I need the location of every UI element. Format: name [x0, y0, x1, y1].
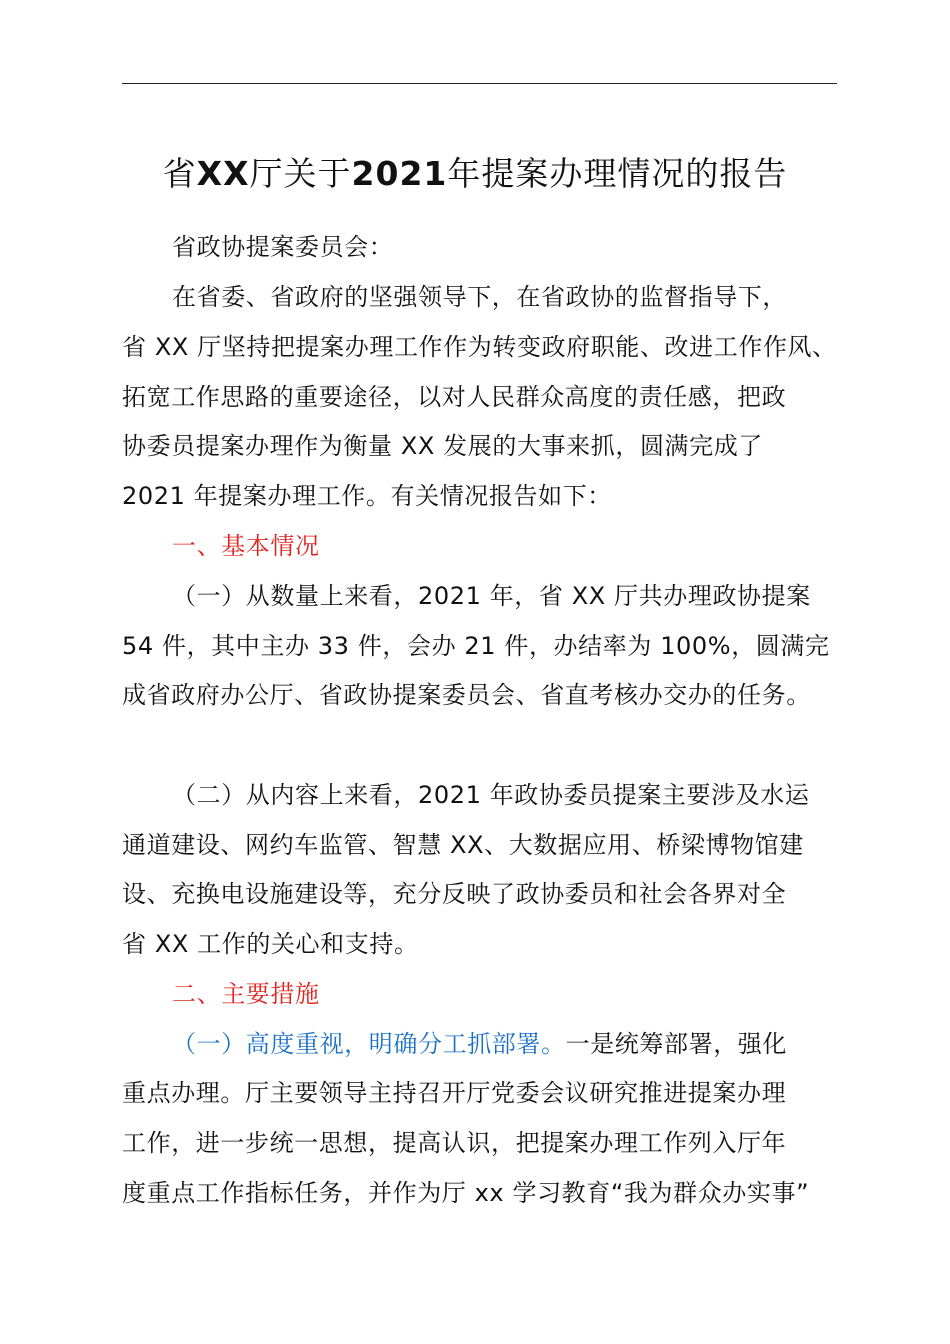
- section-1-para-1-line-3: 成省政府办公厅、省政协提案委员会、省直考核办交办的任务。: [122, 681, 811, 709]
- intro-line-4: 协委员提案办理作为衡量 XX 发展的大事来抓，圆满完成了: [122, 432, 763, 460]
- section-2-heading: 二、主要措施: [172, 980, 320, 1008]
- section-1-para-2-line-1: （二）从内容上来看，2021 年政协委员提案主要涉及水运: [172, 781, 810, 809]
- title-part-3: 厅关于: [249, 154, 352, 193]
- section-2-sub-1-line-2: 重点办理。厅主要领导主持召开厅党委会议研究推进提案办理: [122, 1079, 787, 1107]
- section-2-sub-1-line-1: [172, 1019, 787, 1069]
- section-1-para-1-line-1: （一）从数量上来看，2021 年，省 XX 厅共办理政协提案: [172, 582, 811, 610]
- section-1-para-2-line-4: 省 XX 工作的关心和支持。: [122, 930, 419, 958]
- title-part-1: 省: [162, 154, 197, 193]
- section-2-sub-1-first-text: 一是统筹部署，强化: [565, 1030, 788, 1058]
- section-1-heading: 一、基本情况: [172, 532, 320, 560]
- section-2-sub-1-heading: （一）高度重视，明确分工抓部署。: [172, 1030, 566, 1058]
- title-part-2: XX: [196, 154, 250, 193]
- intro-line-1: 在省委、省政府的坚强领导下，在省政协的监督指导下，: [172, 283, 787, 311]
- document-title: [0, 150, 950, 198]
- title-part-4: 2021: [351, 154, 448, 193]
- section-1-para-2-line-3: 设、充换电设施建设等，充分反映了政协委员和社会各界对全: [122, 880, 787, 908]
- section-1-para-1-line-2: 54 件，其中主办 33 件，会办 21 件，办结率为 100%，圆满完: [122, 632, 830, 660]
- title-part-5: 年提案办理情况的报告: [447, 154, 788, 193]
- intro-line-2: 省 XX 厅坚持把提案办理工作作为转变政府职能、改进工作作风、: [122, 333, 837, 361]
- salutation: 省政协提案委员会：: [172, 233, 394, 261]
- intro-line-5: 2021 年提案办理工作。有关情况报告如下：: [122, 482, 612, 510]
- section-1-para-2-line-2: 通道建设、网约车监管、智慧 XX、大数据应用、桥梁博物馆建: [122, 831, 804, 859]
- intro-line-3: 拓宽工作思路的重要途径，以对人民群众高度的责任感，把政: [122, 383, 787, 411]
- section-2-sub-1-line-4: 度重点工作指标任务，并作为厅 xx 学习教育“我为群众办实事”: [122, 1179, 810, 1207]
- header-rule: [122, 83, 837, 84]
- section-2-sub-1-line-3: 工作，进一步统一思想，提高认识，把提案办理工作列入厅年: [122, 1129, 787, 1157]
